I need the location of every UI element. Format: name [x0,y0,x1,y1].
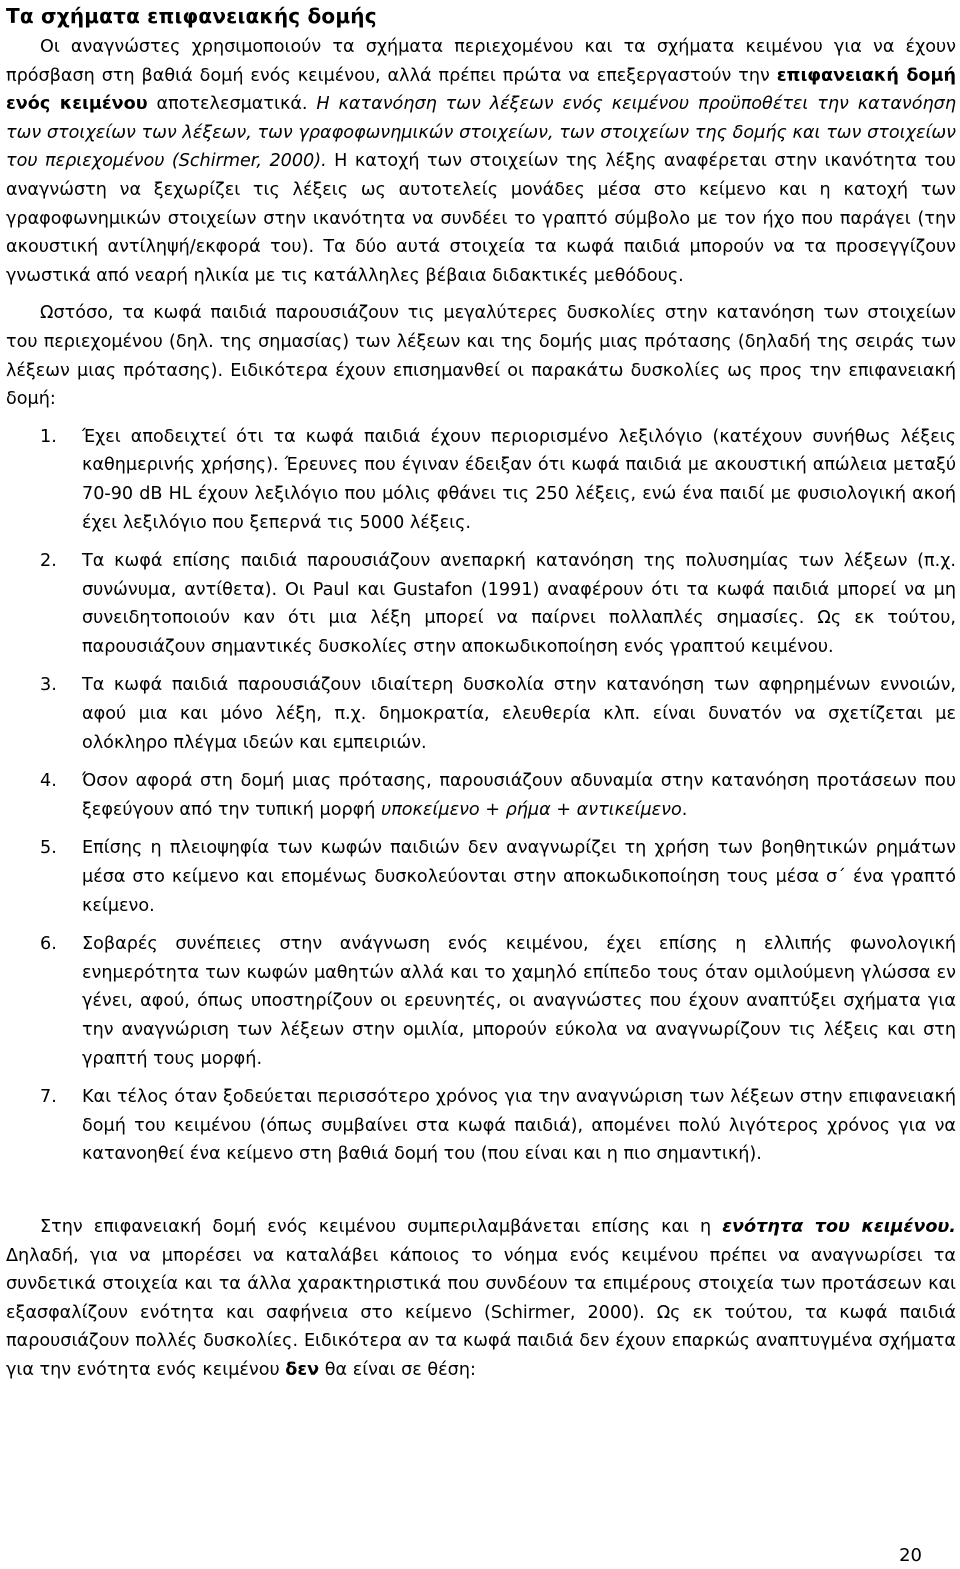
list-item-number: 2. [40,551,57,572]
unity-bold-word: δεν [285,1359,320,1380]
list-item-text: Σοβαρές συνέπειες στην ανάγνωση ενός κειμένου, έχει επίσης η ελλιπής φωνολογική ενημερότητα των κωφών μαθητών αλλά και το χαμηλό επίπεδο τους όταν ομιλούμενη γλώσσα εν γένει, αφού, όπως υποστηρίζουν οι ερευνητές, οι αναγνώστες που έχουν αναπτύξει σχήματα για την αναγνώριση των λέξεων στην ομιλία, μπορούν εύκολα να αναγνωρίζουν τις λέξεις και στη γραπτή τους μορφή. [82,934,956,1069]
page-number: 20 [899,1545,922,1566]
list-item [6,671,956,757]
difficulties-list [6,423,956,1169]
document-page [6,0,956,1385]
list-item-text-tail: . [681,799,688,820]
list-item-number: 7. [40,1087,57,1108]
unity-text-1: Στην επιφανειακή δομή ενός κειμένου συμπεριλαμβάνεται επίσης και η [40,1216,723,1237]
list-item-text: Επίσης η πλειοψηφία των κωφών παιδιών δεν αναγνωρίζει τη χρήση των βοηθητικών ρημάτων μέσα στο κείμενο και επομένως δυσκολεύονται στην αποκωδικοποίηση τους μέσα σ΄ ένα γραπτό κείμενο. [82,838,956,916]
list-item-number: 6. [40,934,57,955]
list-item [6,767,956,824]
list-item-text: Και τέλος όταν ξοδεύεται περισσότερο χρόνος για την αναγνώριση των λέξεων στην επιφανειακή δομή του κειμένου (όπως συμβαίνει στα κωφά παιδιά), απομένει πολύ λιγότερος χρόνος για να κατανοηθεί ένα κείμενο στη βαθιά δομή του (που είναι και η πιο σημαντική). [82,1087,956,1165]
list-item-text: Τα κωφά παιδιά παρουσιάζουν ιδιαίτερη δυσκολία στην κατανόηση των αφηρημένων εννοιών, αφού μια και μόνο λέξη, π.χ. δημοκρατία, ελευθερία κλπ. είναι δυνατόν να σχετίζεται με ολόκληρο πλέγμα ιδεών και εμπειριών. [82,675,956,753]
list-item [6,1083,956,1169]
unity-bold-italic-term: ενότητα του κειμένου. [722,1216,956,1237]
intro-italic-definition: Η κατανόηση των λέξεων ενός κειμένου προϋποθέτει την κατανόηση των στοιχείων των λέξεων, των γραφοφωνημικών στοιχείων, των στοιχείων της δομής και των στοιχείων του περιεχομένου (Schirmer, 2000). [6,94,956,172]
list-item-text: Τα κωφά επίσης παιδιά παρουσιάζουν ανεπαρκή κατανόηση της πολυσημίας των λέξεων (π.χ. συνώνυμα, αντίθετα). Οι Paul και Gustafon (1991) αναφέρουν ότι τα κωφά παιδιά μπορεί να μη συνειδητοποιούν καν ότι μια λέξη μπορεί να παίρνει πολλαπλές σημασίες. Ως εκ τούτου, παρουσιάζουν σημαντικές δυσκολίες στην αποκωδικοποίηση ενός γραπτού κειμένου. [82,551,956,657]
unity-text-2: Δηλαδή, για να μπορέσει να καταλάβει κάποιος το νόημα ενός κειμένου πρέπει να αναγνωρίσει τα συνδετικά στοιχεία και τα άλλα χαρακτηριστικά που συνδέουν τα επιμέρους στοιχεία των προτάσεων και εξασφαλίζουν ενότητα και σαφήνεια στο κείμενο (Schirmer, 2000). Ως εκ τούτου, τα κωφά παιδιά παρουσιάζουν πολλές δυσκολίες. Ειδικότερα αν τα κωφά παιδιά δεν έχουν επαρκώς αναπτυγμένα σχήματα για την ενότητα ενός κειμένου [6,1245,956,1380]
list-item-number: 5. [40,838,57,859]
list-item-number: 1. [40,426,57,447]
intro-text-3: Η κατοχή των στοιχείων της λέξης αναφέρεται στην ικανότητα του αναγνώστη να ξεχωρίζει τις λέξεις ως αυτοτελείς μονάδες μέσα στο κείμενο και η κατοχή των γραφοφωνημικών στοιχείων στην ικανότητα να συνδέει το γραπτό σύμβολο με τον ήχο που παράγει (την ακουστική αντίληψή/εκφορά του). Τα δύο αυτά στοιχεία τα κωφά παιδιά μπορούν να τα προσεγγίζουν γνωστικά από νεαρή ηλικία με τις κατάλληλες βέβαια διδακτικές μεθόδους. [6,151,956,286]
list-item-italic-formula: υποκείμενο + ρήμα + αντικείμενο [381,799,682,820]
list-item-text: Έχει αποδειχτεί ότι τα κωφά παιδιά έχουν περιορισμένο λεξιλόγιο (κατέχουν συνήθως λέξεις καθημερινής χρήσης). Έρευνες που έγιναν έδειξαν ότι κωφά παιδιά με ακουστική απώλεια μεταξύ 70-90 dB HL έχουν λεξιλόγιο που μόλις φθάνει τις 250 λέξεις, ενώ ένα παιδί με φυσιολογική ακοή έχει λεξιλόγιο που ξεπερνά τις 5000 λέξεις. [82,426,956,533]
list-item-text-main: Όσον αφορά στη δομή μιας πρότασης, παρουσιάζουν αδυναμία στην κατανόηση προτάσεων που ξεφεύγουν από την τυπική μορφή [82,771,956,820]
intro-bold-term: επιφανειακή δομή ενός κειμένου [6,65,956,115]
intro-text-1: Οι αναγνώστες χρησιμοποιούν τα σχήματα περιεχομένου και τα σχήματα κειμένου για να έχουν πρόσβαση στη βαθιά δομή ενός κειμένου, αλλά πρέπει πρώτα να επεξεργαστούν την [6,37,956,86]
intro-text-2: αποτελεσματικά. [147,94,317,115]
paragraph-text-unity [6,1213,956,1385]
list-item [6,423,956,537]
list-item-text [82,767,956,824]
section-heading: Τα σχήματα επιφανειακής δομής [6,4,377,28]
list-item [6,930,956,1073]
list-item [6,547,956,661]
list-item-number: 4. [40,771,57,792]
list-item [6,834,956,920]
paragraph-difficulties: Ωστόσο, τα κωφά παιδιά παρουσιάζουν τις μεγαλύτερες δυσκολίες στην κατανόηση των στοιχείων του περιεχομένου (δηλ. της σημασίας) των λέξεων και της δομής μιας πρότασης (δηλαδή της σειράς των λέξεων μιας πρότασης). Ειδικότερα έχουν επισημανθεί οι παρακάτω δυσκολίες ως προς την επιφανειακή δομή: [6,303,956,410]
list-item-number: 3. [40,675,57,696]
unity-text-3: θα είναι σε θέση: [319,1359,476,1380]
paragraph-intro [6,33,956,290]
